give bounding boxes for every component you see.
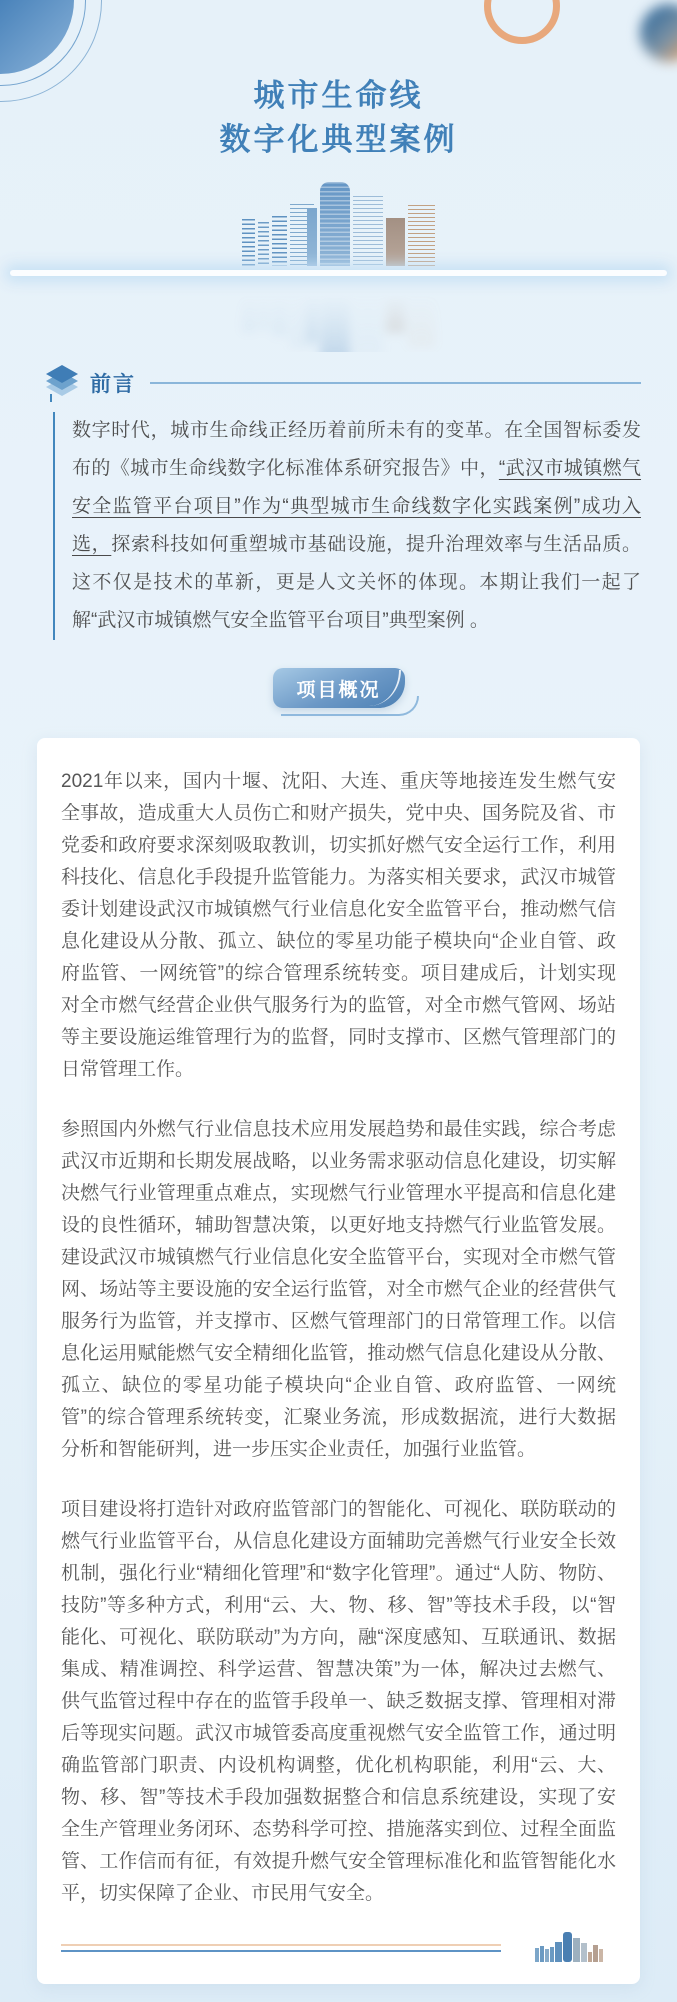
city-skyline-reflection	[219, 284, 459, 352]
preface-body	[53, 412, 641, 640]
preface-text-after: 探索科技如何重塑城市基础设施，提升治理效率与生活品质。这不仅是技术的革新，更是人文关怀的体现。本期让我们一起了解“武汉市城镇燃气安全监管平台项目”典型案例 。	[72, 534, 641, 631]
article-paragraph: 项目建设将打造针对政府监管部门的智能化、可视化、联防联动的燃气行业监管平台，从信息化建设方面辅助完善燃气行业安全长效机制，强化行业“精细化管理”和“数字化管理”。通过“人防、物防、技防”等多种方式，利用“云、大、物、移、智”等技术手段，以“智能化、可视化、联防联动”为方向，融“深度感知、互联通讯、数据集成、精准调控、科学运营、智慧决策”为一体，解决过去燃气、供气监管过程中存在的监管手段单一、缺乏数据支撑、管理相对滞后等现实问题。武汉市城管委高度重视燃气安全监管工作，通过明确监管部门职责、内设机构调整，优化机构职能，利用“云、大、物、移、智”等技术手段加强数据整合和信息系统建设，实现了安全生产管理业务闭环、态势科学可控、措施落实到位、过程全面监管、工作信而有征，有效提升燃气安全管理标准化和监管智能化水平，切实保障了企业、市民用气安全。	[61, 1499, 616, 1904]
header-banner	[0, 0, 677, 352]
card-footer	[61, 1928, 616, 1962]
preface-text-before: 数字时代，城市生命线正经历着前所未有的变革。在全国智标委发布的《城市生命线数字化标准体系研究报告》中，	[72, 420, 641, 479]
preface-header	[0, 364, 677, 402]
article-paragraph: 参照国内外燃气行业信息技术应用发展趋势和最佳实践，综合考虑武汉市近期和长期发展战略，以业务需求驱动信息化建设，切实解决燃气行业管理重点难点，实现燃气行业管理水平提高和信息化建设的良性循环，辅助智慧决策，以更好地支持燃气行业监管发展。建设武汉市城镇燃气行业信息化安全监管平台，实现对全市燃气管网、场站等主要设施的安全运行监管，对全市燃气企业的经营供气服务行为监管，并支撑市、区燃气管理部门的日常管理工作。以信息化运用赋能燃气安全精细化监管，推动燃气信息化建设从分散、孤立、缺位的零星功能子模块向“企业自管、政府监管、一网统管”的综合管理系统转变，汇聚业务流，形成数据流，进行大数据分析和智能研判，进一步压实企业责任，加强行业监管。	[61, 1119, 616, 1460]
layers-icon	[44, 364, 80, 402]
section-badge-label: 项目概况	[296, 679, 381, 701]
preface-section	[0, 364, 677, 640]
city-skyline	[219, 180, 459, 266]
heading-rule	[150, 382, 641, 384]
section-badge-project-overview[interactable]	[273, 668, 405, 708]
article-paragraph: 2021年以来，国内十堰、沈阳、大连、重庆等地接连发生燃气安全事故，造成重大人员伤亡和财产损失，党中央、国务院及省、市党委和政府要求深刻吸取教训，切实抓好燃气安全运行工作，利用科技化、信息化手段提升监管能力。为落实相关要求，武汉市城管委计划建设武汉市城镇燃气行业信息化安全监管平台，推动燃气信息化建设从分散、孤立、缺位的零星功能子模块向“企业自管、政府监管、一网统管”的综合管理系统转变。项目建成后，计划实现对全市燃气经营企业供气服务行为的监管，对全市燃气管网、场站等主要设施运维管理行为的监督，同时支撑市、区燃气管理部门的日常管理工作。	[61, 771, 616, 1080]
city-skyline-illustration	[0, 180, 677, 352]
preface-heading: 前言	[90, 373, 136, 396]
footer-divider-orange-line	[61, 1944, 501, 1946]
footer-divider-blue-line	[61, 1950, 501, 1952]
article-card	[37, 738, 640, 1984]
footer-divider	[61, 1944, 501, 1952]
mini-skyline-icon	[535, 1928, 605, 1962]
page-title	[0, 0, 677, 162]
section-badge-row	[0, 668, 677, 708]
page-title-line1: 城市生命线	[253, 78, 424, 113]
glow-line-decoration	[10, 270, 667, 276]
badge-underline-decoration	[281, 696, 419, 716]
preface-underlined-link[interactable]: “武汉市城镇燃气安全监管平台项目”作为“典型城市生命线数字化实践案例”成功入选，	[72, 458, 642, 555]
page-title-line2: 数字化典型案例	[219, 122, 458, 157]
preface-paragraph	[72, 412, 641, 640]
